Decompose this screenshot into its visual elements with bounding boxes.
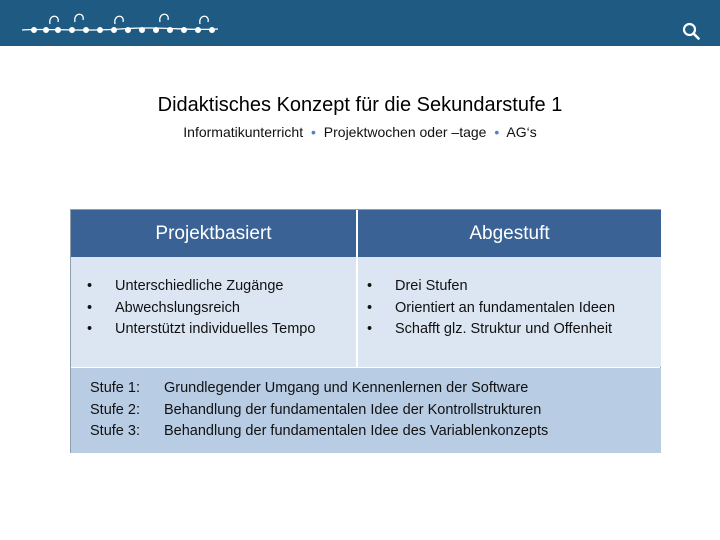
list-item-text: Abwechslungsreich bbox=[115, 299, 240, 316]
stage-label: Stufe 2: bbox=[90, 401, 140, 418]
column-cell-projektbasiert bbox=[71, 257, 356, 367]
list-item bbox=[87, 319, 356, 341]
column-cell-abgestuft bbox=[358, 257, 661, 367]
concept-table bbox=[70, 209, 661, 453]
bullet-icon: • bbox=[367, 299, 373, 316]
list-item bbox=[87, 276, 356, 298]
list-item-text: Schafft glz. Struktur und Offenheit bbox=[395, 321, 613, 337]
bullet-icon: • bbox=[367, 321, 373, 337]
slide-subtitle bbox=[0, 124, 720, 140]
bullet-icon: • bbox=[87, 278, 93, 294]
subtitle-separator: • bbox=[310, 124, 316, 140]
subtitle-item: AG‘s bbox=[506, 124, 537, 140]
stage-text: Behandlung der fundamentalen Idee der Kontrollstrukturen bbox=[164, 401, 542, 418]
list-item-text: Unterschiedliche Zugänge bbox=[115, 278, 284, 294]
search-icon[interactable] bbox=[682, 22, 700, 40]
stage-text: Behandlung der fundamentalen Idee des Variablenkonzepts bbox=[164, 423, 549, 439]
bullet-list bbox=[367, 276, 661, 341]
bullet-icon: • bbox=[367, 278, 373, 294]
list-item bbox=[367, 319, 661, 341]
stage-label: Stufe 3: bbox=[90, 423, 140, 439]
stage-text: Grundlegender Umgang und Kennenlernen der Software bbox=[164, 380, 529, 396]
slide-title: Didaktisches Konzept für die Sekundarstufe 1 bbox=[157, 94, 563, 116]
decorative-logo-icon bbox=[20, 8, 220, 40]
subtitle-separator: • bbox=[494, 124, 500, 140]
list-item bbox=[367, 276, 661, 298]
list-item-text: Unterstützt individuelles Tempo bbox=[115, 321, 316, 337]
list-item bbox=[87, 298, 356, 320]
stage-item bbox=[90, 421, 661, 443]
list-item-text: Drei Stufen bbox=[395, 278, 468, 294]
stage-item bbox=[90, 378, 661, 400]
subtitle-item: Projektwochen oder –tage bbox=[323, 124, 487, 140]
stages-row bbox=[71, 368, 661, 453]
stage-item bbox=[90, 400, 661, 422]
column-heading-projektbasiert: Projektbasiert bbox=[71, 210, 356, 257]
list-item bbox=[367, 298, 661, 320]
bullet-icon: • bbox=[87, 299, 93, 316]
subtitle-item: Informatikunterricht bbox=[183, 124, 304, 140]
bullet-list bbox=[87, 276, 356, 341]
bullet-icon: • bbox=[87, 321, 93, 337]
top-bar bbox=[0, 0, 720, 46]
list-item-text: Orientiert an fundamentalen Ideen bbox=[395, 299, 616, 316]
stage-label: Stufe 1: bbox=[90, 380, 140, 396]
column-heading-abgestuft: Abgestuft bbox=[358, 210, 661, 257]
